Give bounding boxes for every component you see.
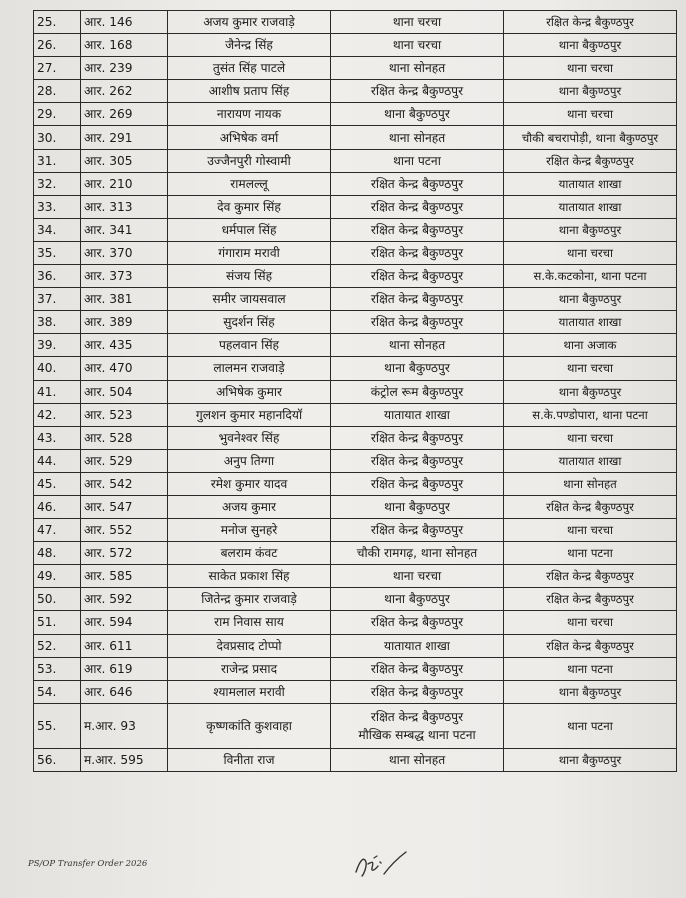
table-row: [34, 403, 677, 426]
serial-number-cell: 39.: [34, 334, 81, 357]
new-posting-cell: थाना पटना: [504, 703, 677, 748]
serial-number-cell: 37.: [34, 288, 81, 311]
serial-number-cell: 53.: [34, 657, 81, 680]
employee-name-cell: समीर जायसवाल: [168, 288, 331, 311]
current-posting-cell: थाना सोनहत: [331, 126, 504, 149]
new-posting-cell: स.के.कटकोना, थाना पटना: [504, 265, 677, 288]
new-posting-cell: चौकी बचरापोड़ी, थाना बैकुण्ठपुर: [504, 126, 677, 149]
table-row: [34, 126, 677, 149]
employee-name-cell: देवप्रसाद टोप्पो: [168, 634, 331, 657]
current-posting-cell: कंट्रोल रूम बैकुण्ठपुर: [331, 380, 504, 403]
transfer-table-body: [34, 11, 677, 772]
new-posting-cell: थाना चरचा: [504, 611, 677, 634]
employee-name-cell: अजय कुमार: [168, 495, 331, 518]
employee-number-cell: आर. 313: [81, 195, 168, 218]
serial-number-cell: 32.: [34, 172, 81, 195]
employee-name-cell: देव कुमार सिंह: [168, 195, 331, 218]
table-row: [34, 357, 677, 380]
employee-number-cell: आर. 168: [81, 34, 168, 57]
employee-name-cell: मनोज सुनहरे: [168, 519, 331, 542]
employee-number-cell: आर. 291: [81, 126, 168, 149]
new-posting-cell: रक्षित केन्द्र बैकुण्ठपुर: [504, 149, 677, 172]
serial-number-cell: 51.: [34, 611, 81, 634]
employee-name-cell: रमेश कुमार यादव: [168, 472, 331, 495]
new-posting-cell: थाना बैकुण्ठपुर: [504, 80, 677, 103]
employee-number-cell: आर. 210: [81, 172, 168, 195]
new-posting-cell: थाना बैकुण्ठपुर: [504, 380, 677, 403]
table-row: [34, 472, 677, 495]
employee-name-cell: तुसंत सिंह पाटले: [168, 57, 331, 80]
current-posting-cell: रक्षित केन्द्र बैकुण्ठपुर: [331, 680, 504, 703]
employee-name-cell: गुलशन कुमार महानदियॉ: [168, 403, 331, 426]
transfer-table: [33, 10, 677, 772]
new-posting-cell: थाना बैकुण्ठपुर: [504, 288, 677, 311]
current-posting-cell: रक्षित केन्द्र बैकुण्ठपुर: [331, 657, 504, 680]
serial-number-cell: 44.: [34, 449, 81, 472]
table-row: [34, 241, 677, 264]
serial-number-cell: 27.: [34, 57, 81, 80]
current-posting-cell: यातायात शाखा: [331, 403, 504, 426]
current-posting-cell: थाना बैकुण्ठपुर: [331, 588, 504, 611]
current-posting-cell: रक्षित केन्द्र बैकुण्ठपुर: [331, 195, 504, 218]
new-posting-cell: थाना चरचा: [504, 426, 677, 449]
current-posting-cell: थाना बैकुण्ठपुर: [331, 495, 504, 518]
serial-number-cell: 29.: [34, 103, 81, 126]
current-posting-cell: थाना सोनहत: [331, 57, 504, 80]
table-row: [34, 34, 677, 57]
serial-number-cell: 41.: [34, 380, 81, 403]
employee-name-cell: संजय सिंह: [168, 265, 331, 288]
current-posting-cell: रक्षित केन्द्र बैकुण्ठपुर: [331, 519, 504, 542]
table-row: [34, 149, 677, 172]
employee-name-cell: रामलल्लू: [168, 172, 331, 195]
current-posting-cell: रक्षित केन्द्र बैकुण्ठपुर: [331, 288, 504, 311]
employee-number-cell: आर. 528: [81, 426, 168, 449]
table-row: [34, 218, 677, 241]
serial-number-cell: 40.: [34, 357, 81, 380]
employee-name-cell: जैनेन्द्र सिंह: [168, 34, 331, 57]
employee-name-cell: लालमन राजवाड़े: [168, 357, 331, 380]
new-posting-cell: थाना चरचा: [504, 57, 677, 80]
employee-name-cell: नारायण नायक: [168, 103, 331, 126]
employee-name-cell: भुवनेश्वर सिंह: [168, 426, 331, 449]
signature-icon: [350, 846, 410, 882]
new-posting-cell: थाना पटना: [504, 542, 677, 565]
current-posting-cell: रक्षित केन्द्र बैकुण्ठपुर: [331, 449, 504, 472]
serial-number-cell: 38.: [34, 311, 81, 334]
current-posting-cell: रक्षित केन्द्र बैकुण्ठपुर: [331, 611, 504, 634]
serial-number-cell: 42.: [34, 403, 81, 426]
employee-name-cell: साकेत प्रकाश सिंह: [168, 565, 331, 588]
new-posting-cell: थाना बैकुण्ठपुर: [504, 218, 677, 241]
current-posting-cell: रक्षित केन्द्र बैकुण्ठपुर: [331, 172, 504, 195]
serial-number-cell: 30.: [34, 126, 81, 149]
serial-number-cell: 36.: [34, 265, 81, 288]
employee-number-cell: आर. 523: [81, 403, 168, 426]
table-row: [34, 426, 677, 449]
employee-number-cell: आर. 547: [81, 495, 168, 518]
serial-number-cell: 46.: [34, 495, 81, 518]
footer-note: PS/OP Transfer Order 2026: [28, 859, 148, 869]
serial-number-cell: 31.: [34, 149, 81, 172]
employee-name-cell: आशीष प्रताप सिंह: [168, 80, 331, 103]
employee-name-cell: राजेन्द्र प्रसाद: [168, 657, 331, 680]
serial-number-cell: 50.: [34, 588, 81, 611]
new-posting-cell: थाना अजाक: [504, 334, 677, 357]
current-posting-cell: थाना बैकुण्ठपुर: [331, 357, 504, 380]
employee-number-cell: आर. 572: [81, 542, 168, 565]
employee-number-cell: आर. 239: [81, 57, 168, 80]
employee-name-cell: श्यामलाल मरावी: [168, 680, 331, 703]
current-posting-cell: रक्षित केन्द्र बैकुण्ठपुर: [331, 472, 504, 495]
serial-number-cell: 55.: [34, 703, 81, 748]
employee-name-cell: कृष्णकांति कुशवाहा: [168, 703, 331, 748]
employee-number-cell: आर. 552: [81, 519, 168, 542]
new-posting-cell: थाना चरचा: [504, 241, 677, 264]
table-row: [34, 519, 677, 542]
table-row: [34, 588, 677, 611]
current-posting-cell: [331, 703, 504, 748]
new-posting-cell: थाना बैकुण्ठपुर: [504, 34, 677, 57]
employee-name-cell: सुदर्शन सिंह: [168, 311, 331, 334]
employee-name-cell: पहलवान सिंह: [168, 334, 331, 357]
table-row: [34, 311, 677, 334]
new-posting-cell: थाना चरचा: [504, 519, 677, 542]
serial-number-cell: 52.: [34, 634, 81, 657]
serial-number-cell: 49.: [34, 565, 81, 588]
current-posting-cell: थाना पटना: [331, 149, 504, 172]
serial-number-cell: 45.: [34, 472, 81, 495]
new-posting-cell: यातायात शाखा: [504, 195, 677, 218]
new-posting-cell: थाना चरचा: [504, 103, 677, 126]
serial-number-cell: 47.: [34, 519, 81, 542]
employee-number-cell: आर. 470: [81, 357, 168, 380]
employee-number-cell: आर. 269: [81, 103, 168, 126]
employee-name-cell: धर्मपाल सिंह: [168, 218, 331, 241]
current-posting-cell: यातायात शाखा: [331, 634, 504, 657]
table-row: [34, 657, 677, 680]
table-row: [34, 103, 677, 126]
table-row: [34, 380, 677, 403]
employee-number-cell: आर. 611: [81, 634, 168, 657]
table-row: [34, 680, 677, 703]
employee-number-cell: आर. 504: [81, 380, 168, 403]
employee-name-cell: बलराम कंवट: [168, 542, 331, 565]
current-posting-cell: चौकी रामगढ़, थाना सोनहत: [331, 542, 504, 565]
employee-number-cell: आर. 542: [81, 472, 168, 495]
employee-name-cell: अभिषेक वर्मा: [168, 126, 331, 149]
current-posting-cell: थाना सोनहत: [331, 748, 504, 771]
employee-name-cell: अजय कुमार राजवाड़े: [168, 11, 331, 34]
employee-name-cell: अनुप तिग्गा: [168, 449, 331, 472]
attachment-note-line: मौखिक सम्बद्ध थाना पटना: [358, 727, 476, 742]
current-posting-cell: थाना चरचा: [331, 11, 504, 34]
new-posting-cell: रक्षित केन्द्र बैकुण्ठपुर: [504, 588, 677, 611]
serial-number-cell: 26.: [34, 34, 81, 57]
table-row: [34, 172, 677, 195]
employee-number-cell: आर. 370: [81, 241, 168, 264]
employee-name-cell: गंगाराम मरावी: [168, 241, 331, 264]
serial-number-cell: 25.: [34, 11, 81, 34]
employee-number-cell: म.आर. 93: [81, 703, 168, 748]
table-row: [34, 80, 677, 103]
table-row: [34, 57, 677, 80]
table-row: [34, 542, 677, 565]
table-row: [34, 611, 677, 634]
new-posting-cell: थाना बैकुण्ठपुर: [504, 680, 677, 703]
employee-number-cell: आर. 146: [81, 11, 168, 34]
employee-number-cell: आर. 646: [81, 680, 168, 703]
current-posting-cell: रक्षित केन्द्र बैकुण्ठपुर: [331, 218, 504, 241]
employee-number-cell: आर. 592: [81, 588, 168, 611]
table-row: [34, 11, 677, 34]
new-posting-cell: रक्षित केन्द्र बैकुण्ठपुर: [504, 634, 677, 657]
serial-number-cell: 33.: [34, 195, 81, 218]
new-posting-cell: यातायात शाखा: [504, 311, 677, 334]
new-posting-cell: रक्षित केन्द्र बैकुण्ठपुर: [504, 565, 677, 588]
serial-number-cell: 56.: [34, 748, 81, 771]
employee-name-cell: अभिषेक कुमार: [168, 380, 331, 403]
table-row: [34, 703, 677, 748]
serial-number-cell: 28.: [34, 80, 81, 103]
employee-number-cell: आर. 529: [81, 449, 168, 472]
table-row: [34, 334, 677, 357]
new-posting-cell: रक्षित केन्द्र बैकुण्ठपुर: [504, 11, 677, 34]
employee-number-cell: आर. 381: [81, 288, 168, 311]
current-posting-cell: रक्षित केन्द्र बैकुण्ठपुर: [331, 311, 504, 334]
table-row: [34, 449, 677, 472]
current-posting-cell: रक्षित केन्द्र बैकुण्ठपुर: [331, 265, 504, 288]
table-row: [34, 565, 677, 588]
current-posting-cell: थाना सोनहत: [331, 334, 504, 357]
employee-number-cell: आर. 585: [81, 565, 168, 588]
current-posting-cell: रक्षित केन्द्र बैकुण्ठपुर: [331, 241, 504, 264]
employee-number-cell: आर. 619: [81, 657, 168, 680]
table-row: [34, 748, 677, 771]
employee-number-cell: आर. 305: [81, 149, 168, 172]
current-posting-cell: थाना बैकुण्ठपुर: [331, 103, 504, 126]
employee-name-cell: राम निवास साय: [168, 611, 331, 634]
table-row: [34, 195, 677, 218]
serial-number-cell: 43.: [34, 426, 81, 449]
employee-number-cell: आर. 341: [81, 218, 168, 241]
employee-name-cell: विनीता राज: [168, 748, 331, 771]
serial-number-cell: 34.: [34, 218, 81, 241]
new-posting-cell: यातायात शाखा: [504, 449, 677, 472]
employee-number-cell: आर. 262: [81, 80, 168, 103]
current-posting-cell: थाना चरचा: [331, 34, 504, 57]
employee-number-cell: म.आर. 595: [81, 748, 168, 771]
new-posting-cell: थाना चरचा: [504, 357, 677, 380]
current-posting-line: रक्षित केन्द्र बैकुण्ठपुर: [370, 709, 464, 724]
employee-name-cell: जितेन्द्र कुमार राजवाड़े: [168, 588, 331, 611]
new-posting-cell: यातायात शाखा: [504, 172, 677, 195]
employee-number-cell: आर. 435: [81, 334, 168, 357]
current-posting-cell: थाना चरचा: [331, 565, 504, 588]
serial-number-cell: 35.: [34, 241, 81, 264]
new-posting-cell: थाना बैकुण्ठपुर: [504, 748, 677, 771]
new-posting-cell: थाना सोनहत: [504, 472, 677, 495]
serial-number-cell: 54.: [34, 680, 81, 703]
employee-name-cell: उज्जैनपुरी गोस्वामी: [168, 149, 331, 172]
serial-number-cell: 48.: [34, 542, 81, 565]
table-row: [34, 265, 677, 288]
table-row: [34, 288, 677, 311]
table-row: [34, 495, 677, 518]
current-posting-cell: रक्षित केन्द्र बैकुण्ठपुर: [331, 426, 504, 449]
employee-number-cell: आर. 389: [81, 311, 168, 334]
new-posting-cell: थाना पटना: [504, 657, 677, 680]
current-posting-cell: रक्षित केन्द्र बैकुण्ठपुर: [331, 80, 504, 103]
new-posting-cell: रक्षित केन्द्र बैकुण्ठपुर: [504, 495, 677, 518]
employee-number-cell: आर. 373: [81, 265, 168, 288]
employee-number-cell: आर. 594: [81, 611, 168, 634]
new-posting-cell: स.के.पण्डोपारा, थाना पटना: [504, 403, 677, 426]
table-row: [34, 634, 677, 657]
